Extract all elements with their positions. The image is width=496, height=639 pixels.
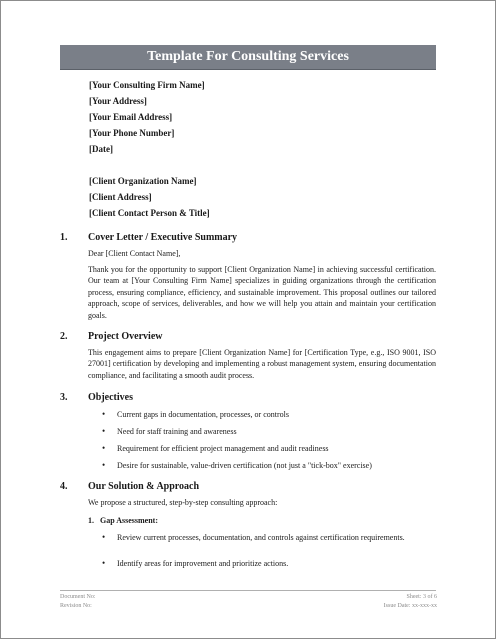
client-contact: [Client Contact Person & Title]: [89, 208, 210, 218]
footer-sheet: Sheet: 3 of 6: [406, 594, 437, 600]
list-item: • Requirement for efficient project management and audit readiness: [102, 443, 329, 453]
section-title: Cover Letter / Executive Summary: [88, 232, 238, 243]
sender-firm-name: [Your Consulting Firm Name]: [89, 80, 205, 90]
project-overview-paragraph: This engagement aims to prepare [Client Organization Name] for [Certification Type, e.g., ISO 9001, ISO 27001] certification by developing and implementing a robust management system, ensuring documentation compliance, and facilitating a smooth audit process.: [88, 348, 436, 380]
section-number: 2.: [60, 331, 68, 342]
sender-date: [Date]: [89, 144, 113, 154]
client-block: [89, 173, 210, 221]
objectives-list: [102, 409, 436, 477]
footer-issue-date: Issue Date: xx-xxx-xx: [383, 603, 437, 609]
bullet-icon: •: [102, 443, 106, 453]
section-title: Our Solution & Approach: [88, 481, 200, 492]
section-heading-objectives: [60, 392, 133, 404]
section-title: Objectives: [88, 392, 133, 403]
bullet-icon: •: [102, 558, 106, 568]
sender-email: [Your Email Address]: [89, 112, 173, 122]
bullet-icon: •: [102, 532, 106, 542]
list-item: • Current gaps in documentation, processes, or controls: [102, 409, 289, 419]
section-number: 4.: [60, 481, 68, 492]
approach-intro: We propose a structured, step-by-step consulting approach:: [88, 498, 278, 507]
salutation: Dear [Client Contact Name],: [88, 249, 181, 258]
bullet-icon: •: [102, 426, 106, 436]
sender-address: [Your Address]: [89, 96, 147, 106]
list-item: • Review current processes, documentation, and controls against certification requirements.: [102, 532, 405, 542]
section-title: Project Overview: [88, 331, 163, 342]
list-item: • Desire for sustainable, value-driven certification (not just a "tick-box" exercise): [102, 460, 372, 470]
footer-doc-no: Document No:: [60, 594, 96, 600]
list-item: • Need for staff training and awareness: [102, 426, 237, 436]
client-org-name: [Client Organization Name]: [89, 176, 197, 186]
gap-assessment-list: [102, 532, 436, 569]
page-title: Template For Consulting Services: [60, 45, 436, 70]
footer-rev-no: Revision No:: [60, 603, 92, 609]
section-number: 3.: [60, 392, 68, 403]
section-heading-project-overview: [60, 331, 163, 343]
sender-phone: [Your Phone Number]: [89, 128, 175, 138]
bullet-icon: •: [102, 460, 106, 470]
executive-summary-paragraph: Thank you for the opportunity to support [Client Organization Name] in achieving successful certification. Our team at [Your Consulting Firm Name] specializes in guiding organizations through the certification process, ensuring compliance, efficiency, and sustainable improvement. This proposal outlines our tailored approach, scope of services, deliverables, and how we will help you attain and maintain your certification goals.: [88, 265, 436, 320]
section-heading-solution-approach: [60, 481, 199, 493]
list-item: • Identify areas for improvement and prioritize actions.: [102, 558, 289, 568]
section-heading-executive-summary: [60, 232, 237, 244]
bullet-icon: •: [102, 409, 106, 419]
client-address: [Client Address]: [89, 192, 152, 202]
section-number: 1.: [60, 232, 68, 243]
subheading-gap-assessment: 1. Gap Assessment:: [88, 516, 159, 525]
sender-block: [89, 77, 205, 157]
footer-divider: [60, 590, 436, 591]
